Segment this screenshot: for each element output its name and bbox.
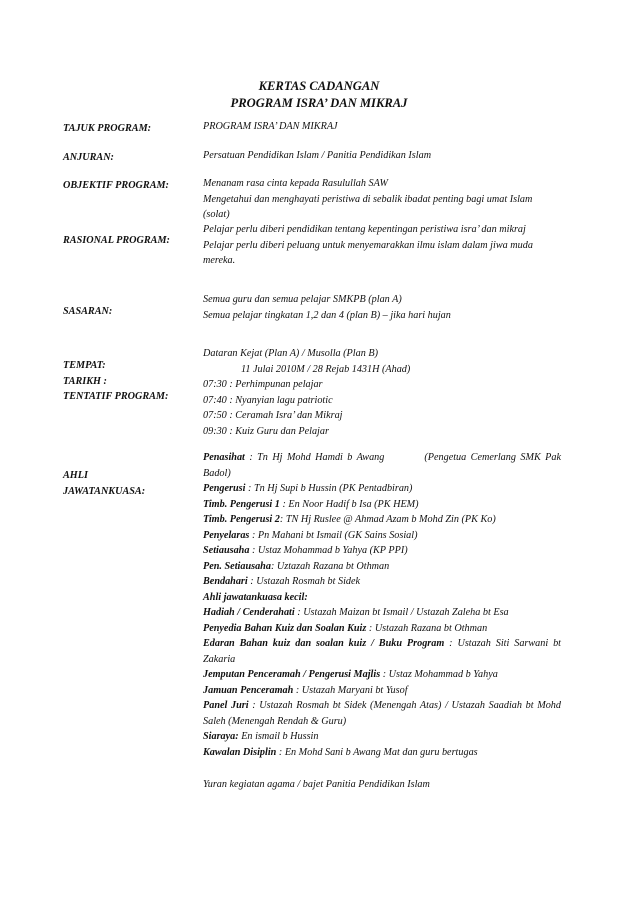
member-name: En ismail b Hussin [238, 731, 319, 742]
committee-setiausaha [203, 543, 561, 559]
objektif-line: Mengetahui dan menghayati peristiwa di sebalik ibadat penting bagi umat Islam (solat) [203, 193, 533, 220]
rasional-line: Pelajar perlu diberi peluang untuk menyemarakkan ilmu islam dalam jiwa muda mereka. [203, 239, 533, 266]
member-name: : En Noor Hadif b Isa (PK HEM) [279, 498, 419, 510]
anjuran-label: ANJURAN: [63, 152, 114, 163]
role: Pengerusi [203, 483, 246, 494]
rasional-line: Pelajar perlu diberi pendidikan tentang kepentingan peristiwa isra’ dan mikraj [203, 224, 526, 235]
committee-jamuan [203, 683, 561, 699]
member-name: : Ustazah Razana bt Othman [366, 622, 488, 634]
tempat-label: TEMPAT: [63, 360, 106, 371]
member-name: : Tn Hj Mohd Hamdi b Awang [249, 452, 385, 463]
member-name: : Ustazah Rosmah bt Sidek (Menengah Atas) / Ustazah Saadiah bt Mohd Saleh (Menengah Rendah & Guru) [203, 700, 561, 727]
tempat-value: Dataran Kejat (Plan A) / Musolla (Plan B) [203, 348, 378, 359]
tempat-label-block [63, 358, 198, 405]
sasaran-label: SASARAN: [63, 306, 113, 317]
yuran-text: Yuran kegiatan agama / bajet Panitia Pendidikan Islam [203, 779, 430, 790]
role: Bendahari [203, 576, 248, 587]
tentatif-item: 07:30 : Perhimpunan pelajar [203, 379, 323, 390]
role: Timb. Pengerusi 1 [203, 498, 280, 510]
tajuk-label: TAJUK PROGRAM: [63, 123, 152, 134]
member-name: : TN Hj Ruslee @ Ahmad Azam b Mohd Zin (PK Ko) [279, 514, 496, 525]
committee-penyelaras [203, 528, 561, 544]
tempat-value-block [203, 346, 561, 439]
role: Timb. Pengerusi 2 [203, 514, 280, 525]
ahli-label-line-2: JAWATANKUASA: [63, 485, 146, 497]
document-title [0, 78, 638, 113]
objektif-value [203, 176, 561, 223]
committee-pengerusi [203, 481, 561, 497]
member-name: : Pn Mahani bt Ismail (GK Sains Sosial) [251, 529, 418, 541]
objektif-line: Menanam rasa cinta kepada Rasulullah SAW [203, 178, 388, 189]
role: Pen. Setiausaha [203, 560, 271, 572]
role: Penyedia Bahan Kuiz dan Soalan Kuiz [203, 622, 367, 634]
committee-jemputan [203, 667, 561, 683]
member-name: : En Mohd Sani b Awang Mat dan guru bertugas [276, 746, 478, 758]
rasional-value [203, 222, 561, 269]
role: Panel Juri [203, 700, 249, 711]
tarikh-label: TARIKH : [63, 375, 107, 387]
sasaran-line: Semua guru dan semua pelajar SMKPB (plan A) [203, 294, 402, 305]
member-note: (Pengetua Cemerlang SMK Pak Badol) [203, 452, 561, 479]
role: Kawalan Disiplin [203, 746, 277, 758]
tentatif-item: 07:40 : Nyanyian lagu patriotic [203, 394, 333, 406]
role: Jamuan Penceramah [203, 684, 294, 696]
sasaran-line: Semua pelajar tingkatan 1,2 dan 4 (plan B) – jika hari hujan [203, 309, 451, 321]
committee-bendahari [203, 574, 561, 590]
committee-penasihat [203, 450, 561, 481]
role: Hadiah / Cenderahati [203, 607, 295, 618]
sasaran-value [203, 292, 561, 323]
tentatif-item: 09:30 : Kuiz Guru dan Pelajar [203, 425, 329, 437]
ahli-label [63, 468, 198, 499]
committee-subheading: Ahli jawatankuasa kecil: [203, 591, 308, 603]
role: Penyelaras [203, 529, 250, 541]
member-name: : Ustazah Siti Sarwani bt Zakaria [203, 638, 562, 665]
role: Edaran Bahan kuiz dan soalan kuiz / Buku Program [203, 638, 445, 649]
role: Siaraya: [203, 731, 239, 742]
committee-timb1 [203, 497, 561, 513]
role: Penasihat [203, 452, 245, 463]
role: Jemputan Penceramah / Pengerusi Majlis [203, 669, 381, 680]
role: Setiausaha [203, 545, 250, 556]
member-name: : Uztazah Razana bt Othman [270, 560, 390, 572]
tentatif-item: 07:50 : Ceramah Isra’ dan Mikraj [203, 410, 343, 421]
committee-penyedia [203, 621, 561, 637]
member-name: : Ustaz Mohammad b Yahya [380, 669, 498, 680]
ahli-label-line-1: AHLI [63, 470, 88, 481]
committee-panel [203, 698, 561, 729]
anjuran-value: Persatuan Pendidikan Islam / Panitia Pendidikan Islam [203, 150, 432, 161]
tentatif-label: TENTATIF PROGRAM: [63, 391, 169, 402]
objektif-label: OBJEKTIF PROGRAM: [63, 180, 169, 191]
member-name: : Ustazah Maizan bt Ismail / Ustazah Zaleha bt Esa [294, 607, 509, 618]
committee-hadiah [203, 605, 561, 621]
committee-timb2 [203, 512, 561, 528]
committee-siaraya [203, 729, 561, 745]
committee-pen-setiausaha [203, 559, 561, 575]
tarikh-value: 11 Julai 2010M / 28 Rejab 1431H (Ahad) [241, 363, 411, 375]
title-line-2: PROGRAM ISRA’ DAN MIKRAJ [230, 96, 408, 111]
title-line-1: KERTAS CADANGAN [258, 79, 380, 93]
committee-list [203, 450, 561, 760]
member-name: : Tn Hj Supi b Hussin (PK Pentadbiran) [248, 483, 413, 494]
member-name: : Ustazah Rosmah bt Sidek [247, 576, 361, 587]
member-name: : Ustaz Mohammad b Yahya (KP PPI) [249, 545, 408, 556]
committee-edaran [203, 636, 561, 667]
rasional-label: RASIONAL PROGRAM: [63, 235, 170, 246]
member-name: : Ustazah Maryani bt Yusof [293, 684, 408, 696]
tajuk-value: PROGRAM ISRA’ DAN MIKRAJ [203, 121, 338, 132]
committee-kawalan [203, 745, 561, 761]
